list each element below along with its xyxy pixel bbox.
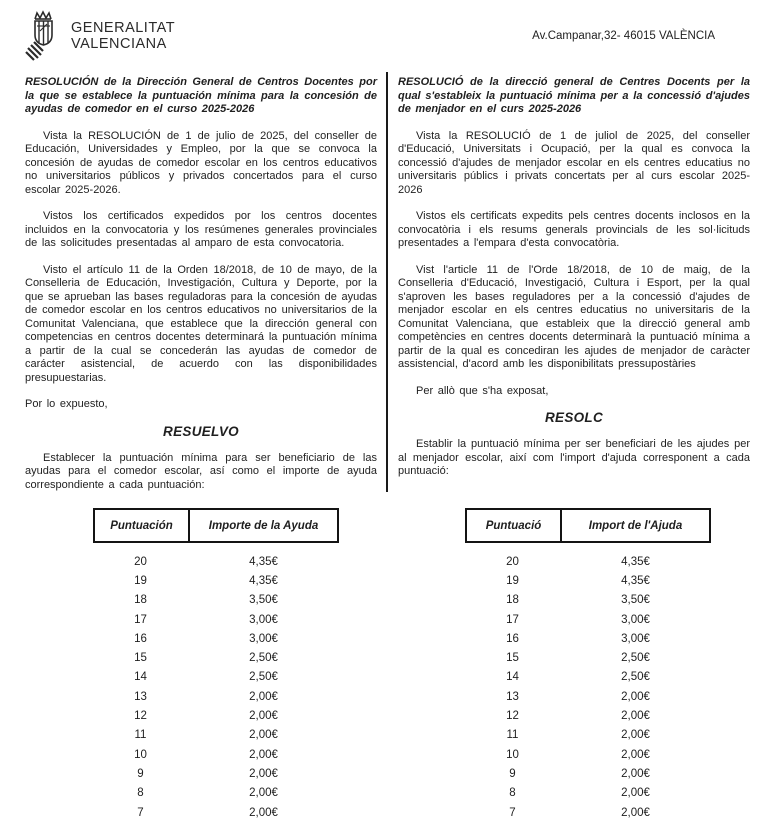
score-value: 14 [506, 671, 519, 684]
score-table-es [93, 508, 339, 822]
score-tables [0, 508, 769, 822]
amount-value: 4,35€ [621, 555, 650, 568]
amount-value: 2,00€ [249, 710, 278, 723]
score-value: 20 [506, 555, 519, 568]
amount-value: 2,00€ [621, 787, 650, 800]
score-value: 8 [137, 787, 144, 800]
score-table-va [465, 508, 711, 822]
table-row [465, 803, 711, 822]
amount-value: 2,00€ [621, 729, 650, 742]
score-table-es-rows [93, 552, 339, 822]
resolution-paragraph-va: Establir la puntuació mínima per ser beneficiari de les ajudes per al menjador escolar, així com l'import d'ajuda corresponent a cada puntuació: [398, 438, 750, 477]
score-value: 7 [509, 806, 516, 819]
resolve-heading-va: RESOLC [544, 410, 604, 425]
resolution-title-es: RESOLUCIÓN de la Dirección General de Centros Docentes por la que se establece la puntuación mínima para la concesión de ayudas de comedor en el curso 2025-2026 [25, 76, 377, 115]
amount-value: 2,00€ [249, 690, 278, 703]
table-row [465, 668, 711, 687]
score-value: 14 [134, 671, 147, 684]
amount-value: 2,00€ [249, 806, 278, 819]
amount-value: 2,00€ [249, 787, 278, 800]
score-table-es-header [93, 508, 339, 543]
table-row [93, 571, 339, 590]
table-row [93, 687, 339, 706]
paragraph-va-2: Vistos els certificats expedits pels centres docents inclosos en la convocatòria i els resums generals provincials de les sol·licituds presentades a l'empara d'esta convocatòria. [398, 210, 750, 249]
table-row [465, 726, 711, 745]
score-value: 7 [137, 806, 144, 819]
table-row [93, 591, 339, 610]
score-value: 8 [509, 787, 516, 800]
score-value: 10 [506, 748, 519, 761]
table-row [465, 745, 711, 764]
table-row [93, 803, 339, 822]
score-value: 12 [134, 710, 147, 723]
score-value: 12 [506, 710, 519, 723]
score-value: 20 [134, 555, 147, 568]
table-row [93, 629, 339, 648]
score-value: 9 [509, 767, 516, 780]
paragraph-es-2: Vistos los certificados expedidos por los centros docentes incluidos en la convocatoria y los resúmenes generales provinciales de las solicitudes presentadas al amparo de esta convocatoria. [25, 210, 377, 249]
paragraph-va-3: Vist l'article 11 de l'Orde 18/2018, de 10 de maig, de la Conselleria d'Educació, Investigació, Cultura i Esport, per la qual s'aproven les bases reguladores per a la concessió d'ajudes de menjador escolar en els centres educatius no universitaris de la Comunitat Valenciana, que estableix que la direcció general amb competències en centres docents determinarà la puntuació mínima a partir de la qual es concediran les ajudes de menjador de caràcter assistencial, d'acord amb les disponibilitats pressupostàries [398, 263, 750, 370]
closing-line-va: Per allò que s'ha exposat, [416, 384, 549, 397]
amount-value: 2,00€ [249, 729, 278, 742]
score-value: 11 [134, 729, 147, 742]
amount-value: 2,00€ [249, 748, 278, 761]
table-row [93, 648, 339, 667]
amount-value: 2,50€ [249, 671, 278, 684]
spanish-column [25, 70, 377, 492]
score-value: 17 [134, 613, 147, 626]
office-address: Av.Campanar,32- 46015 VALÈNCIA [532, 30, 715, 42]
score-value: 13 [506, 690, 519, 703]
amount-value: 3,00€ [249, 632, 278, 645]
amount-value: 3,50€ [249, 594, 278, 607]
amount-value: 4,35€ [249, 574, 278, 587]
table-row [465, 764, 711, 783]
amount-column-header-va: Import de l'Ajuda [588, 519, 683, 532]
score-value: 18 [134, 594, 147, 607]
amount-value: 2,00€ [621, 806, 650, 819]
table-row [93, 706, 339, 725]
logo-line-2: VALENCIANA [71, 36, 167, 52]
score-value: 19 [134, 574, 147, 587]
resolution-title-va: RESOLUCIÓ de la direcció general de Centres Docents per la qual s'estableix la puntuació mínima per a la concessió d'ajudes de menjador en el curs 2025-2026 [398, 76, 750, 115]
amount-value: 3,50€ [621, 594, 650, 607]
table-row [465, 552, 711, 571]
paragraph-va-1: Vista la RESOLUCIÓ de 1 de juliol de 2025, del conseller d'Educació, Universitats i Ocupació, per la qual es convoca la concessió d'ajudes de menjador escolar en els centres educatius no universitaris públics i privats concertats per al curs escolar 2025-2026 [398, 129, 750, 196]
score-value: 9 [137, 767, 144, 780]
amount-value: 2,00€ [621, 690, 650, 703]
amount-value: 2,00€ [621, 710, 650, 723]
score-value: 10 [134, 748, 147, 761]
table-row [93, 745, 339, 764]
bilingual-columns [0, 70, 769, 492]
score-column-header-es: Puntuación [95, 510, 190, 541]
table-row [93, 764, 339, 783]
amount-value: 4,35€ [621, 574, 650, 587]
amount-column-header-es: Importe de la Ayuda [208, 519, 319, 532]
amount-value: 2,50€ [621, 652, 650, 665]
amount-value: 3,00€ [621, 632, 650, 645]
amount-value: 2,50€ [249, 652, 278, 665]
generalitat-logo [25, 10, 175, 62]
resolve-heading-es: RESUELVO [163, 423, 239, 439]
score-value: 13 [134, 690, 147, 703]
paragraph-es-1: Vista la RESOLUCIÓN de 1 de julio de 2025, del conseller de Educación, Universidades y Empleo, por la que se convoca la concesión de ayudas de comedor escolar en los centros educativos no universitarios públicos y privados concertados para el curso escolar 2025-2026. [25, 129, 377, 196]
paragraph-es-3: Visto el artículo 11 de la Orden 18/2018, de 10 de mayo, de la Conselleria de Educación, Investigación, Cultura y Deporte, por la que se aprueban las bases reguladoras para la concesión de ayudas de comedor escolar en los centros educativos no universitarios de la Comunitat Valenciana, que establece que la dirección general con competencias en centros docentes determinará la puntuación mínima a partir de la cual se concederán las ayudas de comedor de carácter asistencial, de acuerdo con las disponibilidades presupuestarias. [25, 263, 377, 384]
logo-wordmark [71, 20, 175, 52]
score-table-va-header [465, 508, 711, 543]
column-divider [386, 72, 388, 492]
score-column-header-va: Puntuació [467, 510, 562, 541]
score-value: 18 [506, 594, 519, 607]
amount-value: 2,00€ [621, 767, 650, 780]
score-value: 16 [134, 632, 147, 645]
table-row [465, 591, 711, 610]
table-row [465, 784, 711, 803]
amount-value: 2,50€ [621, 671, 650, 684]
document-header [0, 0, 769, 70]
table-row [93, 726, 339, 745]
closing-line-es: Por lo expuesto, [25, 398, 108, 410]
table-row [93, 610, 339, 629]
score-value: 11 [506, 729, 519, 742]
amount-value: 3,00€ [249, 613, 278, 626]
amount-value: 2,00€ [621, 748, 650, 761]
score-value: 19 [506, 574, 519, 587]
table-row [465, 610, 711, 629]
amount-value: 2,00€ [249, 767, 278, 780]
table-row [465, 706, 711, 725]
table-row [465, 571, 711, 590]
score-table-va-rows [465, 552, 711, 822]
table-row [93, 784, 339, 803]
resolution-paragraph-es: Establecer la puntuación mínima para ser beneficiario de las ayudas para el comedor escolar, así como el importe de ayuda correspondiente a cada puntuación: [25, 451, 377, 491]
score-value: 17 [506, 613, 519, 626]
amount-value: 4,35€ [249, 555, 278, 568]
table-row [465, 629, 711, 648]
valencian-column [398, 70, 750, 492]
logo-line-1: GENERALITAT [71, 20, 176, 36]
score-value: 15 [134, 652, 147, 665]
coat-of-arms-icon [25, 10, 65, 62]
score-value: 15 [506, 652, 519, 665]
table-row [93, 552, 339, 571]
table-row [465, 648, 711, 667]
score-value: 16 [506, 632, 519, 645]
table-row [465, 687, 711, 706]
amount-value: 3,00€ [621, 613, 650, 626]
table-row [93, 668, 339, 687]
